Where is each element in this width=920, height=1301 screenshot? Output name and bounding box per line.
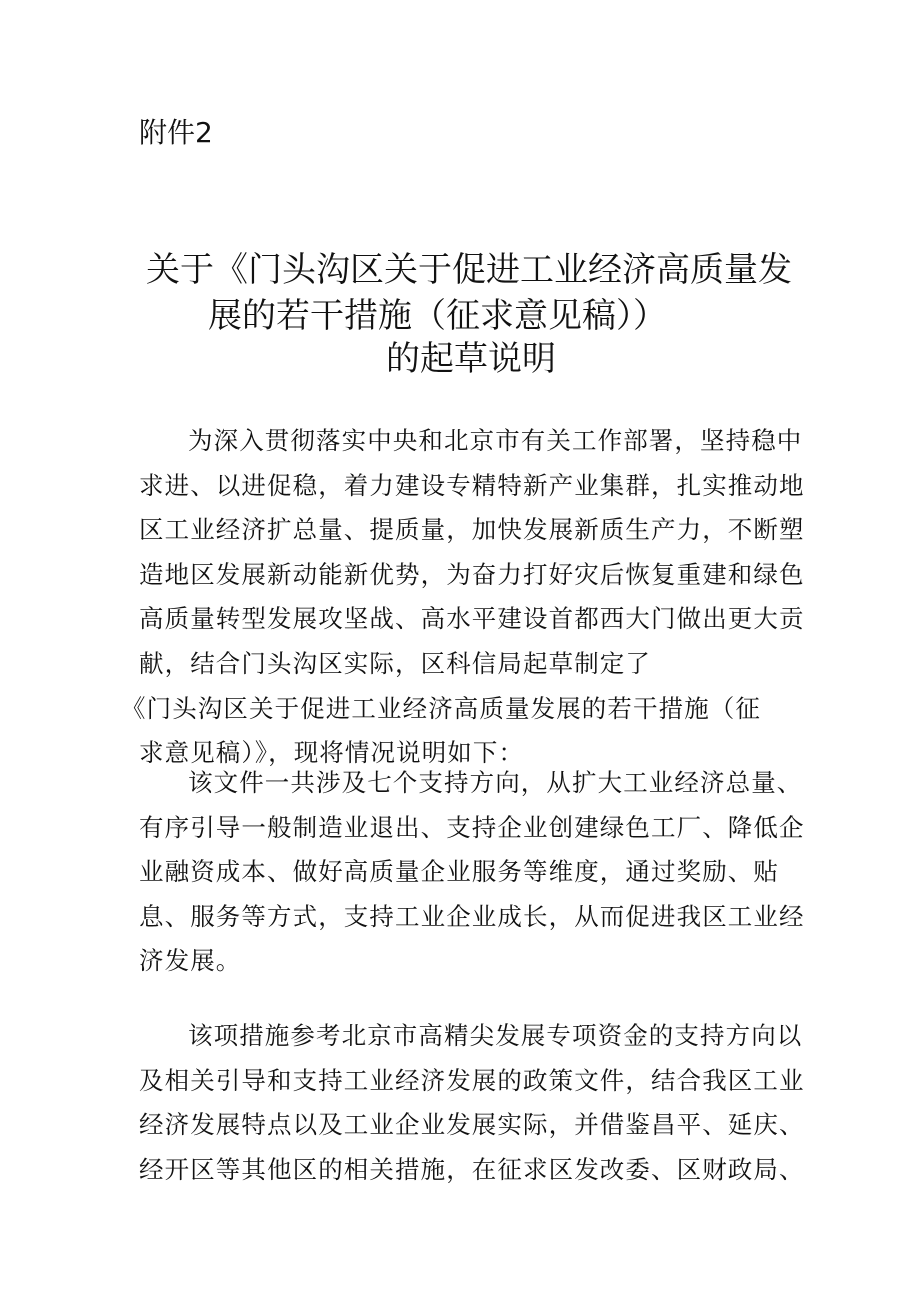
paragraph-line: 该文件一共涉及七个支持方向，从扩大工业经济总量、	[188, 768, 803, 797]
paragraph-line: 区工业经济扩总量、提质量，加快发展新质生产力，不断塑	[139, 515, 805, 545]
paragraph-1	[121, 419, 805, 776]
paragraph-line: 高质量转型发展攻坚战、高水平建设首都西大门做出更大贡	[139, 604, 805, 634]
paragraph-3	[139, 1014, 805, 1192]
paragraph-line: 济发展。	[139, 946, 242, 976]
title-line-3: 的起草说明	[386, 339, 556, 379]
paragraph-line: 有序引导一般制造业退出、支持企业创建绿色工厂、降低企	[139, 812, 805, 842]
paragraph-line: 《门头沟区关于促进工业经济高质量发展的若干措施（征	[121, 693, 761, 723]
paragraph-line: 求意见稿）》，现将情况说明如下：	[139, 738, 525, 768]
paragraph-line: 该项措施参考北京市高精尖发展专项资金的支持方向以	[188, 1021, 803, 1050]
paragraph-line: 息、服务等方式，支持工业企业成长，从而促进我区工业经	[139, 901, 805, 931]
paragraph-line: 业融资成本、做好高质量企业服务等维度，通过奖励、贴	[139, 857, 779, 887]
paragraph-2	[139, 761, 805, 984]
paragraph-line: 献，结合门头沟区实际，区科信局起草制定了	[139, 648, 651, 678]
title-line-1: 关于《门头沟区关于促进工业经济高质量发	[146, 250, 792, 290]
title-line-2: 展的若干措施（征求意见稿））	[208, 296, 667, 336]
paragraph-line: 为深入贯彻落实中央和北京市有关工作部署，坚持稳中	[188, 426, 803, 455]
paragraph-line: 造地区发展新动能新优势，为奋力打好灾后恢复重建和绿色	[139, 559, 805, 589]
paragraph-line: 经开区等其他区的相关措施，在征求区发改委、区财政局、	[139, 1154, 805, 1184]
paragraph-line: 及相关引导和支持工业经济发展的政策文件，结合我区工业	[139, 1065, 805, 1095]
attachment-label: 附件2	[139, 116, 213, 149]
paragraph-line: 经济发展特点以及工业企业发展实际，并借鉴昌平、延庆、	[139, 1110, 805, 1140]
paragraph-line: 求进、以进促稳，着力建设专精特新产业集群，扎实推动地	[139, 470, 805, 500]
